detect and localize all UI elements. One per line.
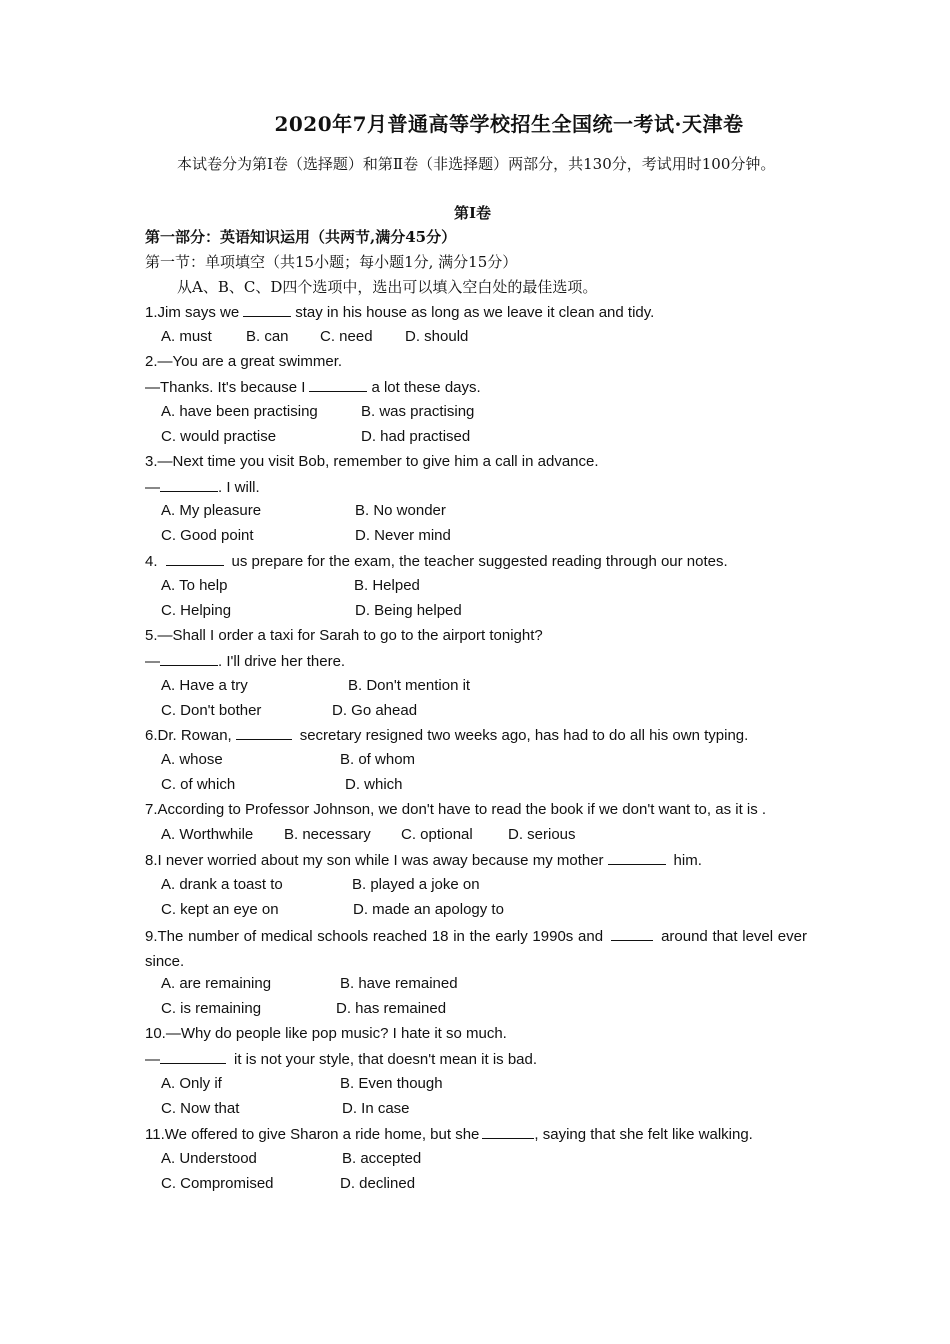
option-c: C. Compromised [161,1175,274,1192]
option-a: A. have been practising [161,403,318,420]
option-c: C. kept an eye on [161,901,279,918]
option-d: D. declined [340,1175,416,1192]
option-a: A. To help [161,577,228,594]
option-d: D. has remained [336,1000,447,1017]
instruction: 从A、B、C、D四个选项中，选出可以填入空白处的最佳选项。 [177,278,598,296]
option-d: D. serious [508,826,576,843]
answer-blank [236,725,292,740]
option-d: D. Never mind [355,527,451,544]
part1-heading: 第一部分：英语知识运用（共两节,满分45分） [145,228,457,246]
answer-blank [482,1124,534,1139]
option-d: D. had practised [361,428,471,445]
question-7: 7.According to Professor Johnson, we don't have to read the book if we don't want to, as it is . [145,801,767,818]
intro-paragraph: 本试卷分为第Ⅰ卷（选择题）和第Ⅱ卷（非选择题）两部分，共130分，考试用时100分钟。 [177,155,776,173]
option-a: A. Have a try [161,677,248,694]
option-b: B. was practising [361,403,475,420]
option-c: C. Now that [161,1100,240,1117]
question-9: 9.The number of medical schools reached 18 in the early 1990s and around that level ever since. [145,928,807,970]
option-d: D. In case [342,1100,410,1117]
answer-blank [160,1049,226,1064]
answer-blank [243,302,291,317]
answer-blank [160,477,218,492]
option-c: C. is remaining [161,1000,262,1017]
option-d: D. Being helped [355,602,462,619]
option-c: C. Don't bother [161,702,262,719]
option-c: C. of which [161,776,236,793]
option-a: A. Understood [161,1150,257,1167]
question-3: — . I will. [145,479,260,496]
answer-blank [160,651,218,666]
answer-blank [611,926,653,941]
option-d: D. should [405,328,469,345]
question-10-prompt: 10.—Why do people like pop music? I hate it so much. [145,1025,507,1042]
page-title: 2020年7月普通高等学校招生全国统一考试·天津卷 [274,112,744,136]
option-c: C. need [320,328,373,345]
option-b: B. Helped [354,577,420,594]
question-2: —Thanks. It's because I a lot these days. [145,379,481,396]
answer-blank [309,377,367,392]
option-c: C. would practise [161,428,277,445]
option-a: A. My pleasure [161,502,262,519]
question-8: 8.I never worried about my son while I was away because my mother him. [145,852,702,869]
option-b: B. Even though [340,1075,443,1092]
option-b: B. can [246,328,289,345]
option-d: D. which [345,776,403,793]
option-c: C. Helping [161,602,232,619]
volume-heading: 第Ⅰ卷 [453,204,492,222]
option-a: A. are remaining [161,975,272,992]
question-6: 6.Dr. Rowan, secretary resigned two weeks ago, has had to do all his own typing. [145,727,749,744]
answer-blank [166,551,224,566]
question-4: 4. us prepare for the exam, the teacher suggested reading through our notes. [145,553,728,570]
answer-blank [608,850,666,865]
option-b: B. of whom [340,751,416,768]
option-b: B. No wonder [355,502,446,519]
option-d: D. made an apology to [353,901,504,918]
option-a: A. Worthwhile [161,826,254,843]
option-b: B. played a joke on [352,876,480,893]
option-a: A. drank a toast to [161,876,283,893]
section1-heading: 第一节：单项填空（共15小题；每小题1分, 满分15分） [145,253,518,271]
option-b: B. necessary [284,826,371,843]
option-a: A. whose [161,751,223,768]
option-a: A. Only if [161,1075,222,1092]
question-5-prompt: 5.—Shall I order a taxi for Sarah to go to the airport tonight? [145,627,543,644]
option-c: C. Good point [161,527,254,544]
option-d: D. Go ahead [332,702,418,719]
question-10: — it is not your style, that doesn't mean it is bad. [145,1051,538,1068]
option-b: B. Don't mention it [348,677,471,694]
option-a: A. must [161,328,212,345]
option-c: C. optional [401,826,473,843]
question-11: 11.We offered to give Sharon a ride home, but she , saying that she felt like walking. [145,1126,753,1143]
question-5: — . I'll drive her there. [145,653,346,670]
option-b: B. have remained [340,975,458,992]
question-3-prompt: 3.—Next time you visit Bob, remember to give him a call in advance. [145,453,599,470]
question-2-prompt: 2.—You are a great swimmer. [145,353,343,370]
question-1: 1.Jim says we stay in his house as long as we leave it clean and tidy. [145,304,655,321]
option-b: B. accepted [342,1150,422,1167]
